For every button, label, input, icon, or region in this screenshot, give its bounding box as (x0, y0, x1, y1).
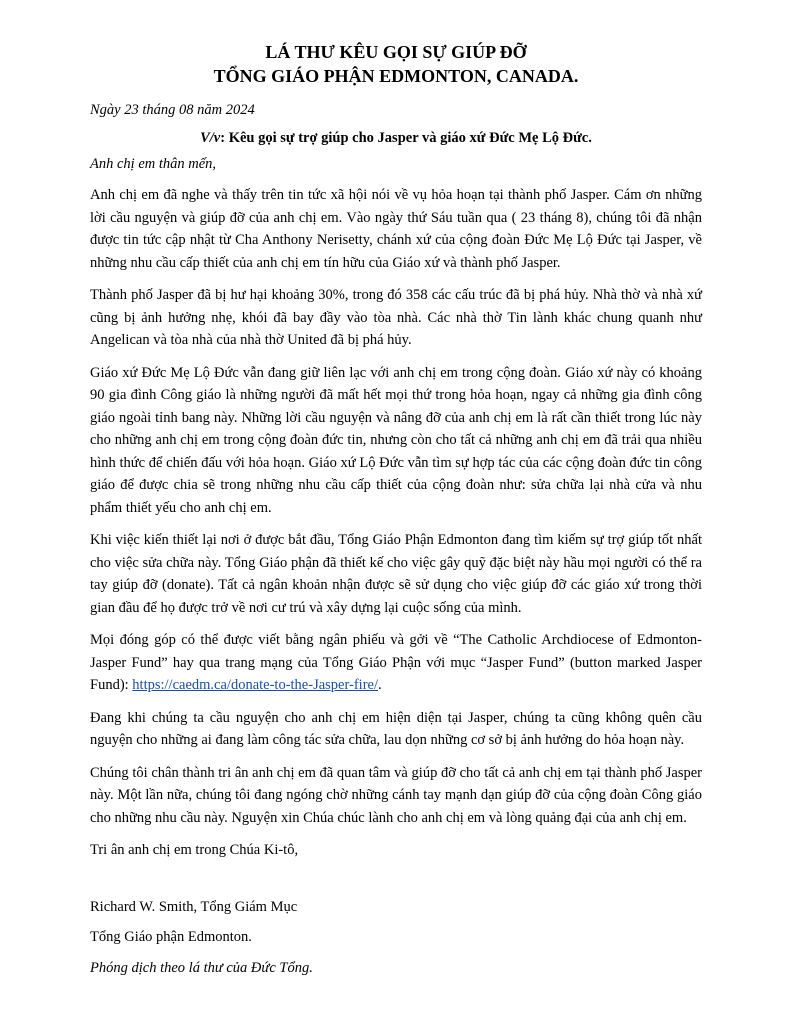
paragraph-3: Giáo xứ Đức Mẹ Lộ Đức vẫn đang giữ liên lạc với anh chị em trong cộng đoàn. Giáo xứ này có khoảng 90 gia đình Công giáo là những người đã mất hết mọi thứ trong hỏa hoạn, ngay cả những gia đình công giáo ngoài tỉnh bang này. Những lời cầu nguyện và nâng đỡ của anh chị em là rất cần thiết trong lúc này cho những anh chị em trong cộng đoàn đức tin, nhưng còn cho tất cả những anh chị em đã trải qua nhiều hình thức để chiến đấu với hỏa hoạn. Giáo xứ Lộ Đức vẫn tìm sự hợp tác của các cộng đoàn đức tin công giáo để được chia sẽ trong những nhu cầu cấp thiết của cộng đoàn như: sửa chữa lại nhà cửa và nhu phẩm thiết yếu cho anh chị em. (90, 364, 702, 516)
paragraph-2: Thành phố Jasper đã bị hư hại khoảng 30%, trong đó 358 các cấu trúc đã bị phá hủy. Nhà thờ và nhà xứ cũng bị ảnh hưởng nhẹ, khói đã bay đầy vào tòa nhà. Các nhà thờ Tin lành khác chung quanh như Angelican và tòa nhà của nhà thờ United đã bị phá hủy. (90, 287, 702, 348)
letter-title-line2: TỔNG GIÁO PHẬN EDMONTON, CANADA. (213, 66, 579, 86)
paragraph-4: Khi việc kiến thiết lại nơi ở được bắt đầu, Tổng Giáo Phận Edmonton đang tìm kiếm sự trợ giúp tốt nhất cho việc sửa chữa này. Tổng Giáo phận đã thiết kế cho việc gây quỹ đặc biệt này hầu mọi người có thể ra tay giúp đỡ (donate). Tất cả ngân khoản nhận được sẽ sử dụng cho việc giúp đỡ các giáo xứ trong thời gian đầu để họ được trở về nơi cư trú và xây dựng lại cuộc sống của mình. (90, 532, 702, 616)
letter-page (90, 40, 702, 979)
letter-closing: Tri ân anh chị em trong Chúa Ki-tô, (90, 842, 299, 858)
paragraph-6: Đang khi chúng ta cầu nguyện cho anh chị em hiện diện tại Jasper, chúng ta cũng không quên cầu nguyện cho những ai đang làm công tác sửa chữa, lau dọn những cơ sở bị ảnh hưởng do hỏa hoạn này. (90, 709, 702, 748)
letter-subject (90, 128, 702, 148)
translation-note: Phóng dịch theo lá thư của Đức Tổng. (90, 959, 313, 976)
signature-name: Richard W. Smith, Tổng Giám Mục (90, 898, 298, 915)
paragraph-5-text: Mọi đóng góp có thể được viết bằng ngân phiếu và gởi về “The Catholic Archdiocese of Edmonton-Jasper Fund” hay qua trang mạng của Tổng Giáo Phận với mục “Jasper Fund” (button marked Jasper Fund): (90, 632, 702, 693)
donation-link[interactable]: https://caedm.ca/donate-to-the-Jasper-fire/ (132, 677, 378, 693)
paragraph-5-end: . (378, 677, 382, 693)
paragraph-1: Anh chị em đã nghe và thấy trên tin tức xã hội nói về vụ hỏa hoạn tại thành phố Jasper. Cám ơn những lời cầu nguyện và giúp đỡ của anh chị em. Vào ngày thứ Sáu tuần qua ( 23 tháng 8), chúng tôi đã nhận được tin tức cập nhật từ Cha Anthony Nerisetty, chánh xứ của cộng đoàn Đức Mẹ Lộ Đức tại Jasper, về những nhu cầu cấp thiết của anh chị em tín hữu của Giáo xứ và thành phố Jasper. (90, 187, 702, 271)
subject-label: V/v (200, 130, 221, 146)
subject-text: : Kêu gọi sự trợ giúp cho Jasper và giáo xứ Đức Mẹ Lộ Đức. (220, 130, 592, 146)
signature-organization: Tổng Giáo phận Edmonton. (90, 929, 252, 945)
paragraph-5 (90, 629, 702, 697)
letter-greeting: Anh chị em thân mến, (90, 156, 217, 172)
paragraph-7: Chúng tôi chân thành tri ân anh chị em đã quan tâm và giúp đỡ cho tất cả anh chị em tại thành phố Jasper này. Một lần nữa, chúng tôi đang ngóng chờ những cánh tay mạnh dạn giúp đỡ của cộng đoàn Công giáo cho những nhu cầu này. Nguyện xin Chúa chúc lành cho anh chị em và lòng quảng đại của anh chị em. (90, 764, 702, 826)
letter-title-line1: LÁ THƯ KÊU GỌI SỰ GIÚP ĐỠ (265, 42, 527, 62)
letter-date: Ngày 23 tháng 08 năm 2024 (90, 102, 255, 118)
